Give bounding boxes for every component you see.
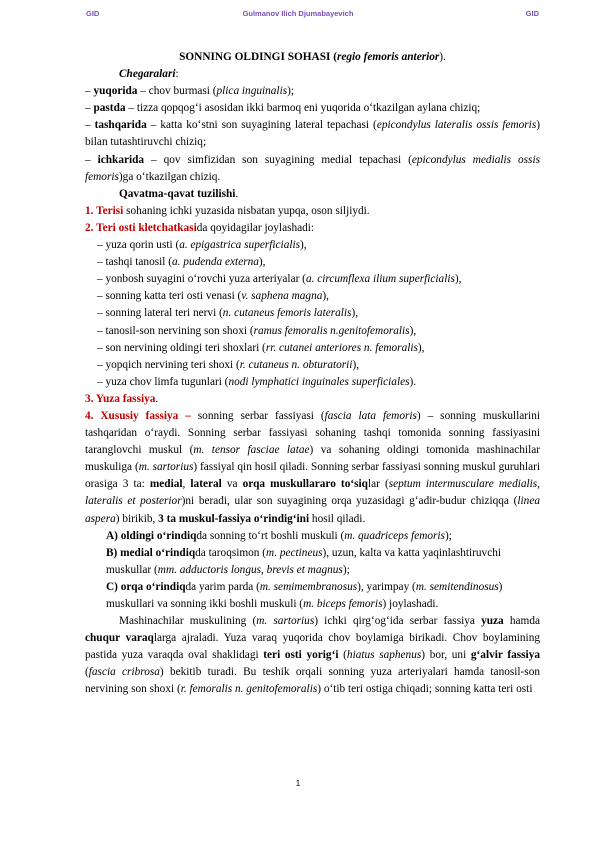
list-item: – tanosil-son nervining son shoxi (ramus femoralis n.genitofemoralis), [97,324,417,337]
document-body [85,49,540,699]
list-item: – tashqi tanosil (a. pudenda externa), [97,256,266,269]
boundaries-heading: Chegaralari: [119,68,179,81]
compartment-anterior: A) oldingi o‘rindiqda sonning to‘rt boshli muskuli (m. quadriceps femoris); [106,529,452,542]
page-title: SONNING OLDINGI SOHASI (regio femoris anterior). [179,51,446,63]
boundary-medial: – ichkarida – qov simfizidan son suyagining medial tepachasi (epicondylus medialis ossis femoris)ga o‘tkazilgan chiziq. [85,153,540,183]
layer-skin: 1. Terisi sohaning ichki yuzasida nisbatan yupqa, oson siljiydi. [85,204,370,217]
list-item: – sonning katta teri osti venasi (v. saphena magna), [97,290,329,303]
list-item: – yopqich nervining teri shoxi (r. cutaneus n. obturatorii), [97,358,360,371]
header-left: GID [86,9,100,18]
list-item: – yonbosh suyagini o‘rovchi yuza arteriyalar (a. circumflexa ilium superficialis), [97,273,462,286]
sartorius-paragraph: Mashinachilar muskulining (m. sartorius) ichki qirg‘og‘ida serbar fassiya yuza hamda chuqur varaqlarga ajraladi. Yuza varaq yuqorida chov boylamiga birikadi. Chov boylamining pastida yuza varaqda oval shaklidagi teri osti yorig‘i (hiatus saphenus) bor, uni g‘alvir fassiya (fascia cribrosa) bekitib turadi. Bu teshik orqali sonning yuza arteriyalari hamda tanosil-son nervining son shoxi (r. femoralis n. genitofemoralis) o‘tib teri ostiga chiqadi; sonning katta teri osti [85,615,540,696]
layer-subcutaneous: 2. Teri osti kletchatkasida qoyidagilar joylashadi: [85,221,315,234]
page-number: 1 [295,779,301,788]
header-author: Gulmanov Ilich Djumabayevich [242,9,354,18]
list-item: – son nervining oldingi teri shoxlari (rr. cutanei anteriores n. femoralis), [97,341,425,354]
list-item: – yuza chov limfa tugunlari (nodi lymphatici inguinales superficiales). [97,375,417,388]
layer-proper-fascia: 4. Xususiy fassiya – sonning serbar fassiyasi (fascia lata femoris) – sonning muskullarini tashqaridan o‘raydi. Sonning serbar fassiyasi sohaning tashqi tomonida sonning fassiyasini taranglovchi muskul (m. tensor fasciae latae) va sohaning oldingi tomonida mashinachilar muskuliga (m. sartorius) fassiyal qin hosil qiladi. Sonning serbar fassiyasi sonning muskul guruhlari orasiga 3 ta: medial, lateral va orqa muskullararo to‘siqlar (septum intermusculare medialis, lateralis et posterior)ni beradi, ular son suyagining orqa yuzasidagi g‘adir-budur chiziqqa (linea aspera) birikib, 3 ta muskul-fassiya o‘rindig‘ini hosil qiladi. [85,409,540,525]
layers-heading: Qavatma-qavat tuzilishi. [119,187,239,200]
compartment-medial: B) medial o‘rindiqda taroqsimon (m. pectineus), uzun, kalta va katta yaqinlashtiruvchi muskullar (mm. adductoris longus, brevis et magnus); [106,546,502,576]
boundary-lower: – pastda – tizza qopqog‘i asosidan ikki barmoq eni yuqorida o‘tkazilgan aylana chiziq; [85,102,481,115]
boundary-lateral: – tashqarida – katta ko‘stni son suyagining lateral tepachasi (epicondylus lateralis ossis femoris) bilan tutashtiruvchi chiziq; [85,119,540,149]
list-item: – yuza qorin usti (a. epigastrica superficialis), [97,239,307,252]
header-right: GID [525,9,539,18]
list-item: – sonning lateral teri nervi (n. cutaneus femoris lateralis), [97,307,359,320]
subcutaneous-list [85,237,540,391]
compartment-posterior: C) orqa o‘rindiqda yarim parda (m. semimembranosus), yarimpay (m. semitendinosus) muskullari va sonning ikki boshli muskuli (m. biceps femoris) joylashadi. [106,580,503,610]
boundary-upper: – yuqorida – chov burmasi (plica inguinalis); [85,85,295,98]
layer-superficial-fascia: 3. Yuza fassiya. [85,392,159,405]
